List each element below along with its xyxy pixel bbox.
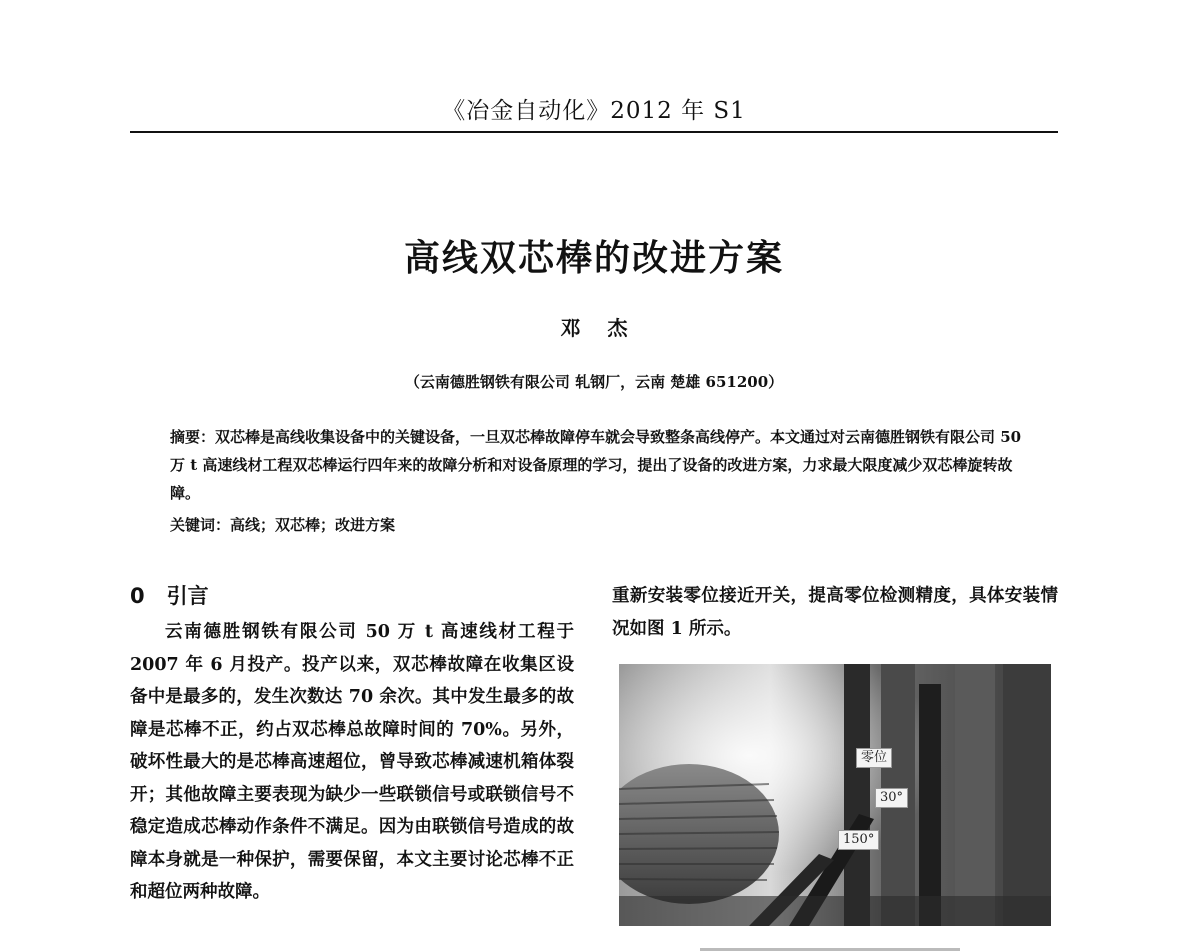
section-number: 0 bbox=[130, 584, 145, 608]
keywords bbox=[170, 511, 1030, 539]
angle-150-label: 150° bbox=[838, 830, 879, 850]
author-name: 邓 杰 bbox=[560, 316, 628, 340]
figure-1-illustration bbox=[619, 664, 1051, 926]
section-heading bbox=[130, 580, 209, 610]
keywords-label: 关键词： bbox=[170, 516, 231, 534]
abstract-text: 双芯棒是高线收集设备中的关键设备，一旦双芯棒故障停车就会导致整条高线停产。本文通过对云南德胜钢铁有限公司 50 万 t 高速线材工程双芯棒运行四年来的故障分析和对设备原理的学习，提出了设备的改进方案，力求最大限度减少双芯棒旋转故障。 bbox=[170, 428, 1022, 502]
section-title: 引言 bbox=[166, 584, 209, 608]
header-rule bbox=[130, 131, 1058, 133]
angle-30-label: 30° bbox=[875, 788, 908, 808]
intro-paragraph: 云南德胜钢铁有限公司 50 万 t 高速线材工程于 2007 年 6 月投产。投产以来，双芯棒故障在收集区设备中是最多的，发生次数达 70 余次。其中发生最多的故障是芯棒不正，约占双芯棒总故障时间的 70%。另外，破坏性最大的是芯棒高速超位，曾导致芯棒减速机箱体裂开；其他故障主要表现为缺少一些联锁信号或联锁信号不稳定造成芯棒动作条件不满足。因为由联锁信号造成的故障本身就是一种保护，需要保留，本文主要讨论芯棒不正和超位两种故障。 bbox=[130, 622, 574, 902]
journal-header: 《冶金自动化》2012 年 S1 bbox=[442, 98, 746, 124]
zero-position-label: 零位 bbox=[856, 748, 892, 768]
keywords-text: 高线；双芯棒；改进方案 bbox=[230, 516, 396, 534]
abstract bbox=[170, 423, 1030, 507]
article-title: 高线双芯棒的改进方案 bbox=[403, 238, 784, 279]
affiliation: （云南德胜钢铁有限公司 轧钢厂，云南 楚雄 651200） bbox=[404, 373, 784, 391]
figure-1-photo bbox=[619, 664, 1051, 926]
right-column-paragraph: 重新安装零位接近开关，提高零位检测精度，具体安装情况如图 1 所示。 bbox=[612, 586, 1058, 639]
abstract-label: 摘要： bbox=[170, 428, 216, 446]
figure-caption-cutoff bbox=[700, 940, 960, 952]
